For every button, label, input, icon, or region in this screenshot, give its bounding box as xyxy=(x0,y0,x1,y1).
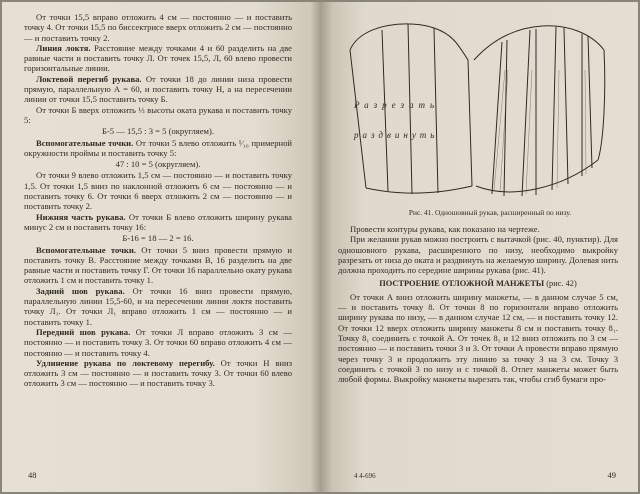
paragraph-text: От точки А вниз отложить ширину манжеты, — в данном случае 5 см, — и поставить точку 8. От точки 8 по горизонтали вправо отложить ширину рукава по низу, — в данном случае 12 см, — и поставить точку 12. От точки 12 вверх отложить ширину манжеты 8 см и поставить точку 8₁. Точку 8₁ соединить с точкой А. От точек 8₁ и 12 вниз отложить по 3 см — постоянно — и поставить точки 3 и 3. От точки А провести вправо прямую через точку 3 и продолжить эту линию за точку 3 на 3 см. Точку 3 соединить с точкой 3 по низу и с точкой 8. Отлет манжеты может быть любой формы. Выкройку манжеты вырезать так, чтобы сгиб бумаги про- xyxy=(338,291,618,385)
paragraph xyxy=(338,224,618,234)
paragraph xyxy=(24,74,292,105)
paragraph-lead: Нижняя часть рукава. xyxy=(36,211,126,222)
paragraph-text: От точки 9 влево отложить 1,5 см — постоянно — и поставить точку 1,5. От точки 1,5 вниз по наклонной отложить 6 см — постоянно — и поставить точку 6. От точки 6 вверх отложить 2 см — постоянно — и поставить точку 2. xyxy=(24,170,292,212)
paragraph-lead: Задний шов рукава. xyxy=(36,285,125,296)
left-text-column xyxy=(24,12,292,389)
paragraph-text: От точки Б вверх отложить ⅓ высоты оката рукава и поставить точку 5: xyxy=(24,104,292,125)
paragraph-text: От точки Л вправо отложить 3 см — постоянно — и поставить точку 3. От точки 60 вправо отложить 4 см — постоянно — и поставить точку 4. xyxy=(24,326,293,358)
paragraph xyxy=(338,292,618,385)
paragraph xyxy=(24,105,292,126)
paragraph-lead: Линия локтя. xyxy=(36,42,91,53)
page-number-left: 48 xyxy=(28,470,37,480)
paragraph-text: Б-5 — 15,5 : 3 = 5 (округляем). xyxy=(102,126,214,137)
paragraph-text: От точки Н вниз отложить 3 см — постоянно — и поставить точку 3. От точки 60 влево отложить 3 см — постоянно — и поставить точку 3. xyxy=(24,357,292,389)
paragraph xyxy=(24,12,292,43)
paragraph xyxy=(338,234,618,275)
paragraph-text: Б-16 = 18 — 2 = 16. xyxy=(122,233,194,244)
paragraph-text: Провести контуры рукава, как показано на чертеже. xyxy=(350,224,540,234)
left-page xyxy=(2,2,320,492)
sleeve-pattern-figure xyxy=(342,10,612,206)
paragraph-text: При желании рукав можно построить с вытачкой (рис. 40, пунктир). Для одношовного рукава, расширенного по низу, необходимо выкройку разрезать от низа до оката и раздвинуть на желаемую ширину. Долевая нить должна проходить по середине ширины рукава (рис. 41). xyxy=(338,234,618,276)
spread-cap-outline xyxy=(474,26,604,60)
heading-text: ПОСТРОЕНИЕ ОТЛОЖНОЙ МАНЖЕТЫ xyxy=(379,279,545,289)
paragraph-text: От точки 18 до линии низа провести прямую, параллельную А = 60, и поставить точку Н, а на пересечении линии от точки 15,5 поставить точку Б. xyxy=(24,73,292,105)
right-text-column xyxy=(338,224,618,384)
heading-reference: (рис. 42) xyxy=(544,279,577,289)
book-spread xyxy=(2,2,638,492)
paragraph-lead: Вспомогательные точки. xyxy=(36,244,136,255)
paragraph-lead: Вспомогательные точки. xyxy=(36,137,134,148)
paragraph-text: От точки 15,5 вправо отложить 4 см — постоянно — и поставить точку 4. От точки 15,5 по биссектрисе вверх отложить 2 см — постоянно — и поставить точку 2. xyxy=(24,12,292,43)
paragraph-text: 47 : 10 = 5 (округляем). xyxy=(115,159,201,170)
formula-line xyxy=(24,233,292,243)
paragraph xyxy=(24,286,292,327)
paragraph xyxy=(24,327,292,358)
signature-mark: 4 4-696 xyxy=(354,472,376,480)
paragraph-text: От точки 5 вниз провести прямую и поставить точку В. Расстояние между точками В, 16 разделить на две равные части и поставить точку Г. От точки 16 параллельно окату рукава отложить 1 см и поставить точку 1. xyxy=(24,244,292,286)
paragraph xyxy=(24,212,292,233)
paragraph-text: Расстояние между точками 4 и 60 разделить на две равные части и поставить точку Л. От точек 15,5, Л, 60 влево провести горизонтальные линии. xyxy=(24,42,292,74)
paragraph xyxy=(24,43,292,74)
paragraph-lead: Передний шов рукава. xyxy=(36,326,131,337)
paragraph-text: От точки Б влево отложить ширину рукава минус 2 см и поставить точку 16: xyxy=(24,211,292,232)
sleeve-left-side xyxy=(350,50,366,188)
spread-right-side xyxy=(598,50,605,160)
paragraph-lead: Удлинение рукава по локтевому перегибу. xyxy=(36,357,215,368)
paragraph-text: От точки 5 влево отложить ¹⁄₁₀ примерной окружности проймы и поставить точку 5: xyxy=(24,137,292,158)
paragraph-text: От точки 16 вниз провести прямую, параллельную линии 15,5-60, и на пересечении линии локтя поставить точку Л₁. От точки Л₁ вправо отложить 1 см — постоянно — и поставить точку 1. xyxy=(24,285,292,327)
figure-label-cut: Разрезать xyxy=(354,100,440,110)
figure-label-spread: раздвинуть xyxy=(354,130,439,140)
right-page xyxy=(320,2,638,492)
sleeve-left-bottom xyxy=(366,186,472,193)
formula-line xyxy=(24,126,292,136)
sleeve-right-side xyxy=(468,60,472,186)
paragraph xyxy=(24,138,292,159)
paragraph-lead: Локтевой перегиб рукава. xyxy=(36,73,142,84)
figure-caption: Рис. 41. Одношовный рукав, расширенный по низу. xyxy=(408,208,572,217)
section-heading xyxy=(338,279,618,289)
page-number-right: 49 xyxy=(607,470,616,480)
formula-line xyxy=(24,159,292,169)
paragraph xyxy=(24,245,292,286)
paragraph xyxy=(24,358,292,389)
paragraph xyxy=(24,170,292,211)
